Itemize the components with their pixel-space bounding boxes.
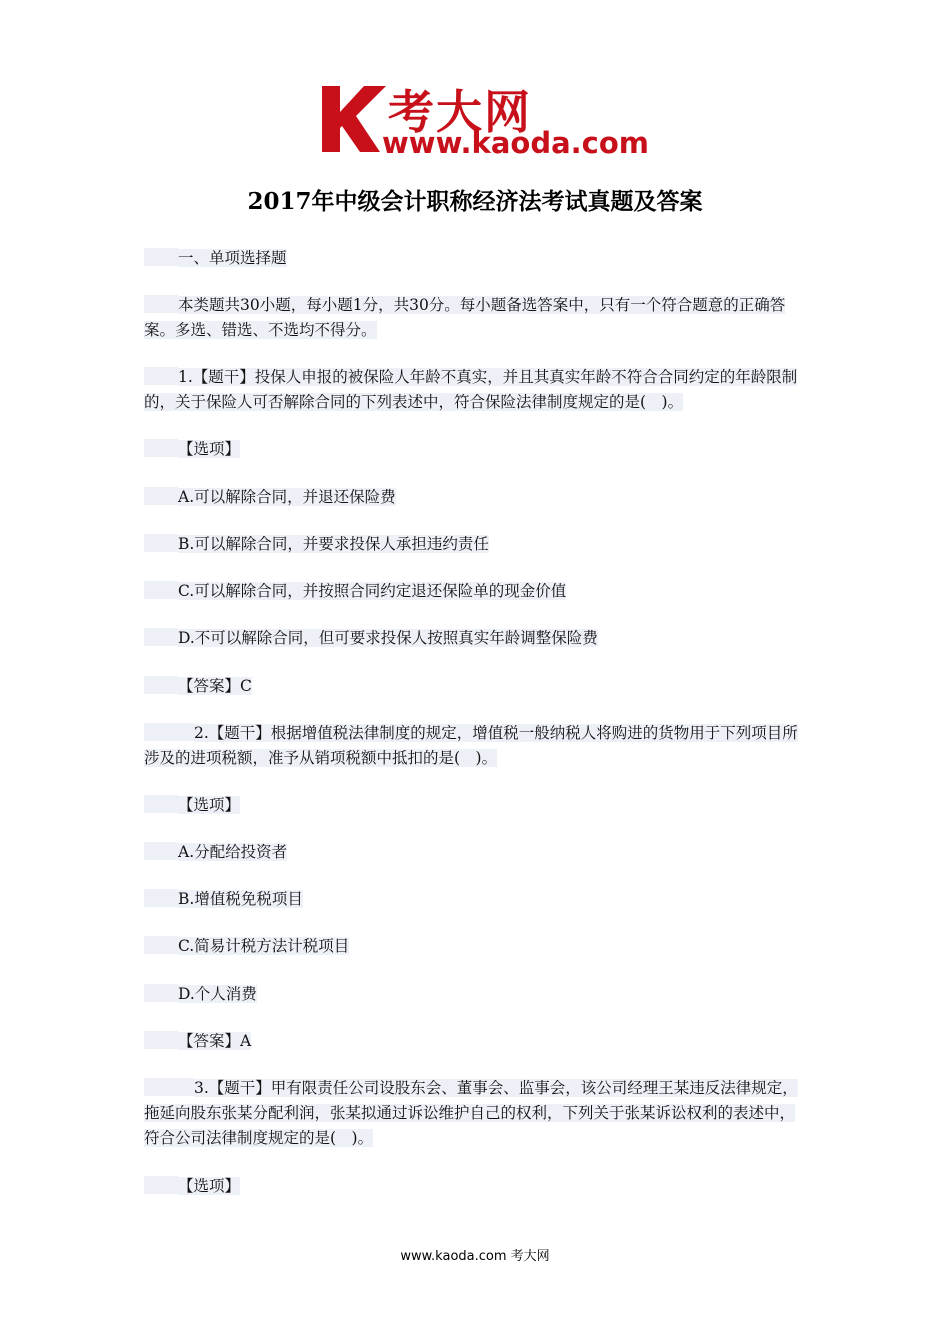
q2-answer: 【答案】A [144,1029,809,1054]
logo-k-mark [318,82,388,154]
q1-options-label: 【选项】 [144,437,809,462]
q2-stem: 2.【题干】根据增值税法律制度的规定，增值税一般纳税人将购进的货物用于下列项目所涉及的进项税额，准予从销项税额中抵扣的是( )。 [144,724,798,767]
page-title: 2017年中级会计职称经济法考试真题及答案 [247,188,703,215]
section-heading: 一、单项选择题 [144,246,809,271]
q1-stem: 1.【题干】投保人申报的被保险人年龄不真实，并且其真实年龄不符合合同约定的年龄限制的，关于保险人可否解除合同的下列表述中，符合保险法律制度规定的是( )。 [144,368,798,411]
q1-answer: 【答案】C [144,674,809,699]
kaoda-logo [318,82,649,160]
page-footer: www.kaoda.com 考大网 [400,1249,550,1264]
q2-option-c: C.简易计税方法计税项目 [144,934,809,959]
logo-chinese-name: 考大网 [388,85,532,139]
intro-paragraph: 本类题共30小题，每小题1分，共30分。每小题备选答案中，只有一个符合题意的正确答案。多选、错选、不选均不得分。 [144,296,786,339]
q2-option-a: A.分配给投资者 [144,840,809,865]
q1-option-b: B.可以解除合同，并要求投保人承担违约责任 [144,532,809,557]
logo-url: www.kaoda.com [382,126,649,160]
q2-option-d: D.个人消费 [144,982,809,1007]
q2-option-b: B.增值税免税项目 [144,887,809,912]
q1-option-a: A.可以解除合同，并退还保险费 [144,485,809,510]
q1-option-d: D.不可以解除合同，但可要求投保人按照真实年龄调整保险费 [144,626,809,651]
q3-options-label: 【选项】 [144,1174,809,1199]
q3-stem: 3.【题干】甲有限责任公司设股东会、董事会、监事会，该公司经理王某违反法律规定，拖延向股东张某分配利润，张某拟通过诉讼维护自己的权利，下列关于张某诉讼权利的表述中，符合公司法律制度规定的是( )。 [144,1079,798,1147]
q2-options-label: 【选项】 [144,793,809,818]
q1-option-c: C.可以解除合同，并按照合同约定退还保险单的现金价值 [144,579,809,604]
